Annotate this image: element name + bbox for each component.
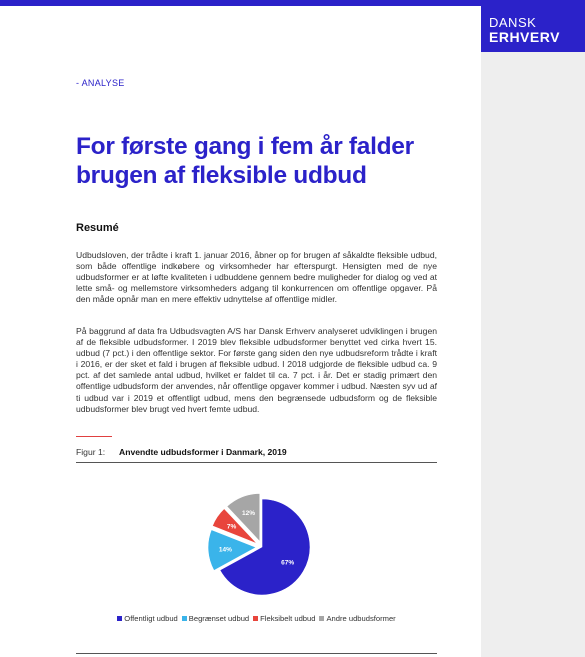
legend-swatch [253, 616, 258, 621]
section-eyebrow: - ANALYSE [76, 78, 125, 88]
pie-label-begr-nset-udbud: 14% [218, 546, 232, 554]
legend-label: Begrænset udbud [188, 614, 250, 623]
pie-label-fleksibelt-udbud: 7% [226, 523, 237, 531]
figure-top-rule [76, 462, 437, 463]
legend-label: Fleksibelt udbud [260, 614, 316, 623]
legend-swatch [182, 616, 187, 621]
brand-logo-line1: DANSK [489, 15, 537, 30]
figure-number: Figur 1: [76, 447, 106, 457]
figure-accent-line [76, 436, 112, 437]
resume-heading: Resumé [76, 222, 119, 234]
figure-title: Anvendte udbudsformer i Danmark, 2019 [119, 447, 287, 457]
body-paragraph-2: På baggrund af data fra Udbudsvagten A/S har Dansk Erhverv analyseret udviklingen i brugen af de fleksible udbudsformer. I 2019 blev fleksible udbudsformer benyttet ved cirka hvert 15. udbud (7 pct.) i den offentlige sektor. For første gang siden den nye udbudsreform trådte i kraft i 2016, er der sket et fald i brugen af fleksible udbud. I 2018 udgjorde de fleksible udbud ca. 9 pct. af det samlede antal udbud, hvilket er faldet til ca. 7 pct. i år. Det er stadig primært den offentlige udbudsform der anvendes, når offentlige opgaver kommer i udbud. Næsten syv ud af ti udbud var i 2019 et offentligt udbud, mens den begrænsede udbudsform og de fleksible udbudsformer blev brugt ved hvert femte udbud. [76, 326, 437, 414]
legend-item [182, 614, 249, 623]
legend-item [253, 614, 315, 623]
right-margin-band [481, 6, 585, 657]
legend-swatch [319, 616, 324, 621]
legend-label: Offentligt udbud [124, 614, 178, 623]
pie-label-andre-udbudsformer: 12% [241, 510, 255, 518]
legend-label: Andre udbudsformer [326, 614, 396, 623]
brand-logo-line2: ERHVERV [489, 29, 560, 45]
pie-label-offentligt-udbud: 67% [281, 559, 295, 567]
legend-item [319, 614, 395, 623]
document-title: For første gang i fem år falder brugen af fleksible udbud [76, 133, 414, 189]
body-paragraph-1: Udbudsloven, der trådte i kraft 1. januar 2016, åbner op for brugen af såkaldte fleksible udbud, som både offentlige indkøbere og virksomheder har efterspurgt. Hensigten med de nye udbudsformer er at løfte kvaliteten i udbuddene gennem bedre muligheder for dialog og ved at lette små- og mellemstore virksomheders adgang til konkurrencen om offentlige opgaver. På den måde opnår man en mere effektiv udnyttelse af offentlige midler. [76, 250, 437, 305]
legend-swatch [117, 616, 122, 621]
figure-caption [76, 447, 437, 461]
pie-chart [200, 485, 320, 605]
brand-logo [481, 6, 585, 52]
figure-bottom-rule [76, 653, 437, 654]
legend-item [117, 614, 177, 623]
chart-legend [76, 614, 437, 623]
